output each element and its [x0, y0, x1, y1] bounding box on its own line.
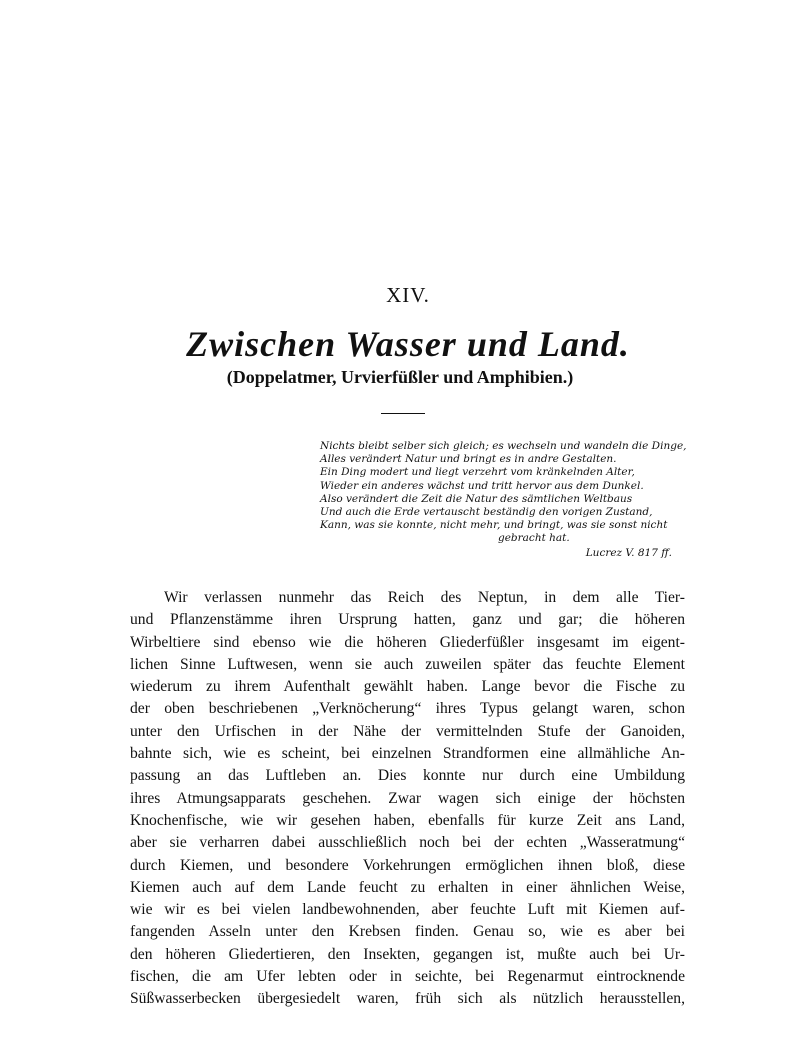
title-divider	[381, 413, 425, 414]
chapter-title: Zwischen Wasser und Land.	[186, 324, 630, 364]
epigraph-line: gebracht hat.	[498, 532, 570, 545]
body-line: Wir verlassen nunmehr das Reich des Neptun, in dem alle Tier-	[164, 589, 685, 606]
body-line: durch Kiemen, und besondere Vorkehrungen ermöglichen ihnen bloß, diese	[130, 856, 685, 874]
epigraph-line: Nichts bleibt selber sich gleich; es wechseln und wandeln die Dinge,	[320, 440, 687, 452]
body-line: Knochenfische, wie wir gesehen haben, ebenfalls für kurze Zeit ans Land,	[130, 811, 685, 829]
body-line: unter den Urfischen in der Nähe der vermittelnden Stufe der Ganoiden,	[130, 722, 685, 740]
body-line: Süßwasserbecken übergesiedelt waren, früh sich als nützlich herausstellen,	[130, 990, 685, 1008]
body-line: passung an das Luftleben an. Dies konnte nur durch eine Umbildung	[130, 767, 685, 785]
body-line: und Pflanzenstämme ihren Ursprung hatten, ganz und gar; die höheren	[130, 611, 685, 629]
body-line: lichen Sinne Luftwesen, wenn sie auch zuweilen später das feuchte Element	[130, 655, 685, 673]
epigraph-line: Ein Ding modert und liegt verzehrt vom kränkelnden Alter,	[320, 466, 635, 479]
epigraph-line: Also verändert die Zeit die Natur des sämtlichen Weltbaus	[320, 492, 633, 505]
body-line: wie wir es bei vielen landbewohnenden, aber feuchte Luft mit Kiemen auf-	[130, 901, 685, 919]
body-line: fangenden Asseln unter den Krebsen finden. Genau so, wie es aber bei	[130, 923, 685, 941]
body-line: den höheren Gliedertieren, den Insekten, gegangen ist, mußte auch bei Ur-	[130, 945, 685, 963]
epigraph-line: Alles verändert Natur und bringt es in andre Gestalten.	[320, 453, 617, 466]
body-line: Wirbeltiere sind ebenso wie die höheren Gliederfüßler insgesamt im eigent-	[130, 633, 685, 651]
body-line: aber sie verharren dabei ausschließlich noch bei der echten „Wasseratmung“	[130, 834, 685, 852]
chapter-subtitle: (Doppelatmer, Urvierfüßler und Amphibien.)	[226, 367, 574, 387]
epigraph-line: Und auch die Erde vertauscht beständig den vorigen Zustand,	[320, 506, 653, 519]
epigraph-source: Lucrez V. 817 ff.	[585, 546, 672, 559]
chapter-number: XIV.	[386, 283, 430, 307]
body-line: Kiemen auch auf dem Lande feucht zu erhalten in einer ähnlichen Weise,	[130, 878, 685, 896]
body-line: fischen, die am Ufer lebten oder in seichte, bei Regenarmut eintrocknende	[130, 968, 685, 986]
body-line: der oben beschriebenen „Verknöcherung“ ihres Typus gelangt waren, schon	[130, 700, 685, 718]
body-line: wiederum zu ihrem Aufenthalt gewählt haben. Lange bevor die Fische zu	[130, 678, 685, 696]
epigraph	[320, 440, 687, 560]
epigraph-line: Kann, was sie konnte, nicht mehr, und bringt, was sie sonst nicht	[320, 519, 668, 532]
body-paragraph	[130, 587, 685, 1011]
body-line: ihres Atmungsapparats geschehen. Zwar wagen sich einige der höchsten	[130, 789, 685, 807]
epigraph-line: Wieder ein anderes wächst und tritt hervor aus dem Dunkel.	[320, 479, 644, 492]
body-line: bahnte sich, wie es scheint, bei einzelnen Strandformen eine allmähliche An-	[130, 745, 685, 763]
